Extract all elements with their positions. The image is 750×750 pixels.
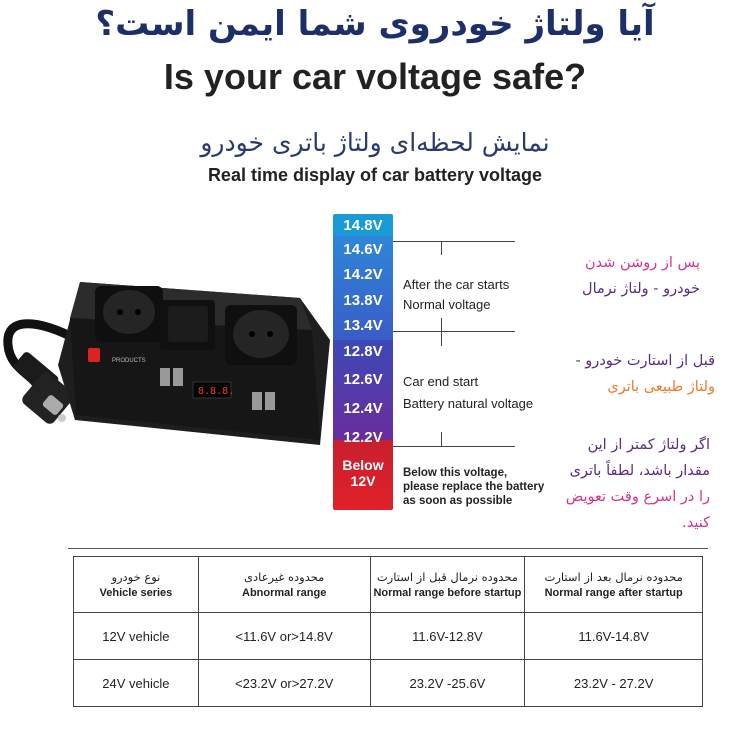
label-below-1: Below this voltage,: [403, 467, 508, 479]
tick-14-8: 14.8V: [343, 217, 383, 234]
label-after-start-2: Normal voltage: [403, 297, 491, 312]
device-brand-text: PRODUCTS: [112, 358, 146, 364]
tick-below-line2: 12V: [350, 473, 376, 489]
table-row: [74, 660, 703, 707]
voltage-display-text: 8.8.8.: [198, 386, 235, 397]
tick-12-4: 12.4V: [343, 400, 383, 417]
guide-tick-mid: [441, 318, 442, 346]
note-before-line1: قبل از استارت خودرو -: [575, 353, 715, 369]
label-car-end-2: Battery natural voltage: [403, 396, 534, 411]
cell-normal-before: 11.6V-12.8V: [370, 613, 525, 660]
guide-line-low: [393, 446, 515, 447]
header-normal-after: محدوده نرمال بعد از استارت Normal range after startup: [525, 557, 703, 613]
cell-vehicle: 24V vehicle: [74, 660, 199, 707]
cell-normal-after: 23.2V - 27.2V: [525, 660, 703, 707]
note-below-line1: اگر ولتاژ کمتر از این: [587, 437, 710, 453]
tick-12-2: 12.2V: [343, 429, 383, 446]
label-below-2: please replace the battery: [403, 481, 545, 493]
tick-14-6: 14.6V: [343, 241, 383, 258]
tick-below-line1: Below: [342, 457, 384, 473]
label-after-start-1: After the car starts: [403, 277, 510, 292]
cell-abnormal: <11.6V or>14.8V: [198, 613, 370, 660]
title-english: Is your car voltage safe?: [163, 56, 587, 97]
power-socket-left-icon: [95, 286, 163, 342]
table-top-rule: [68, 548, 708, 549]
tick-13-8: 13.8V: [343, 292, 383, 309]
note-before-line2: ولتاژ طبیعی باتری: [607, 379, 715, 395]
guide-tick-top: [441, 241, 442, 255]
subtitle-persian: نمایش لحظه‌ای ولتاژ باتری خودرو: [200, 128, 550, 157]
label-car-end-1: Car end start: [403, 374, 479, 389]
note-after-line2: خودرو - ولتاژ نرمال: [582, 281, 700, 297]
guide-tick-low: [441, 432, 442, 446]
tick-12-8: 12.8V: [343, 343, 383, 360]
cell-normal-after: 11.6V-14.8V: [525, 613, 703, 660]
note-below-line2: مقدار باشد، لطفاً باتری: [569, 463, 710, 479]
cell-normal-before: 23.2V -25.6V: [370, 660, 525, 707]
note-below-line3: را در اسرع وقت تعویض: [565, 489, 710, 505]
cell-vehicle: 12V vehicle: [74, 613, 199, 660]
voltage-range-table: [73, 556, 703, 706]
car-charger-device-image: [0, 270, 335, 470]
subtitle-english: Real time display of car battery voltage: [207, 165, 543, 185]
note-after-start-fa: [540, 250, 700, 302]
power-socket-right-icon: [225, 305, 297, 365]
guide-line-mid: [393, 331, 515, 332]
table-row: [74, 613, 703, 660]
note-below-fa: [540, 432, 710, 536]
note-before-start-fa: [540, 348, 715, 400]
tick-13-4: 13.4V: [343, 317, 383, 334]
header-normal-before: محدوده نرمال قبل از استارت Normal range before startup: [370, 557, 525, 613]
note-after-line1: پس از روشن شدن: [585, 255, 700, 271]
voltage-scale: [333, 214, 393, 510]
tick-14-2: 14.2V: [343, 266, 383, 283]
guide-line-top: [393, 241, 515, 242]
tick-12-6: 12.6V: [343, 371, 383, 388]
cell-abnormal: <23.2V or>27.2V: [198, 660, 370, 707]
label-below-3: as soon as possible: [403, 495, 513, 507]
table-header-row: [74, 557, 703, 613]
header-abnormal-range: محدوده غیرعادی Abnormal range: [198, 557, 370, 613]
header-vehicle-series: نوع خودرو Vehicle series: [74, 557, 199, 613]
title-persian: آیا ولتاژ خودروی شما ایمن است؟: [95, 4, 655, 44]
note-below-line4: کنید.: [682, 515, 710, 531]
